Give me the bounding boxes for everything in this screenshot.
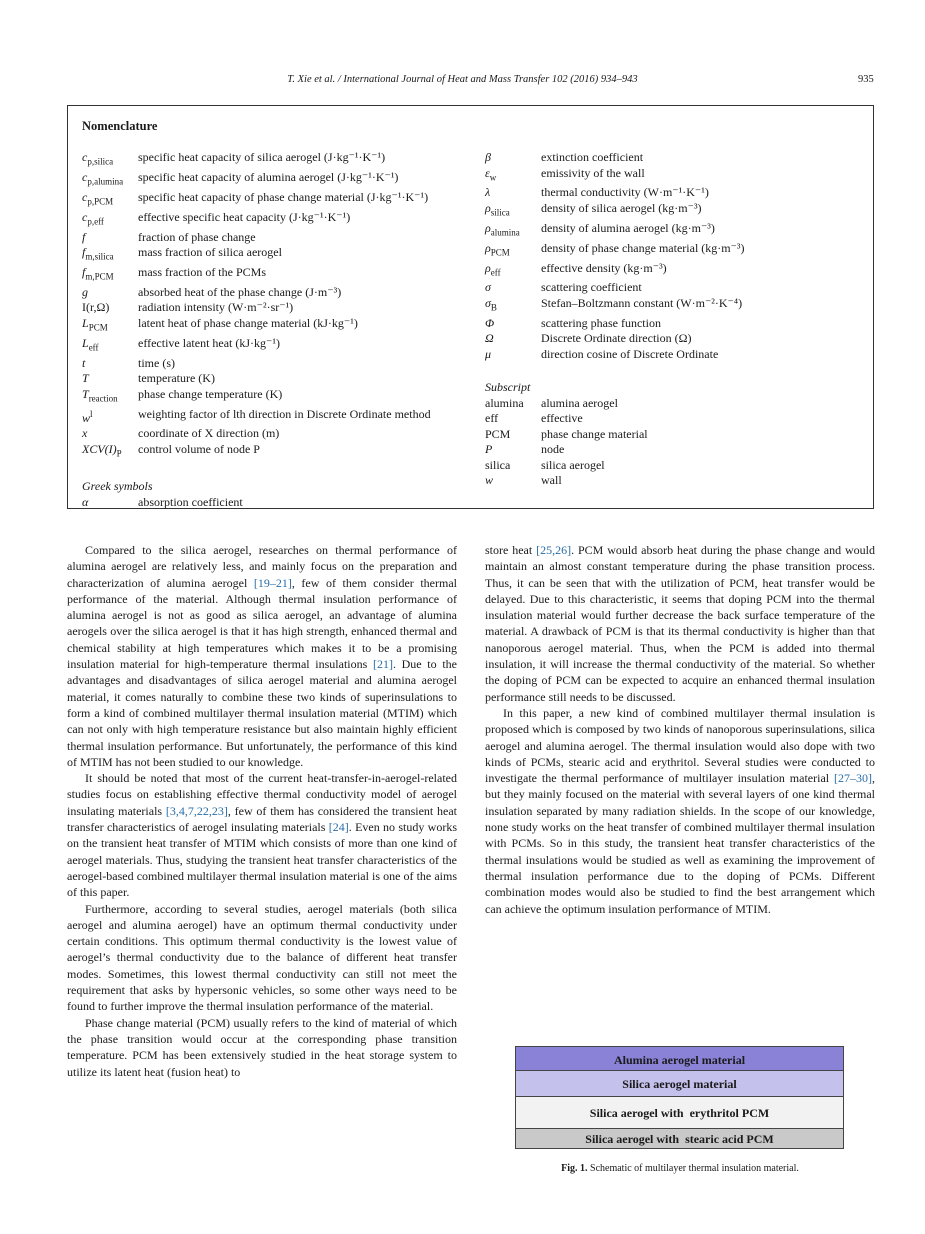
nomenclature-description: scattering coefficient (541, 280, 642, 295)
nomenclature-entry (485, 411, 863, 427)
nomenclature-symbol: Φ (485, 315, 495, 330)
nomenclature-description: temperature (K) (138, 371, 215, 386)
nomenclature-entry (82, 210, 459, 230)
nomenclature-entry (82, 495, 459, 511)
nomenclature-symbol: $\sigma_B$ (485, 295, 497, 313)
citation-link[interactable]: [27–30] (834, 771, 872, 786)
nomenclature-symbol: x (82, 426, 88, 441)
paragraph-text: Compared to the silica aerogel, researches on thermal performance of alumina aerogel are relatively less, and mainly focus on the preparation and characterization of alumina aerogel (67, 543, 457, 590)
body-paragraph (67, 901, 457, 1015)
nomenclature-entry (82, 190, 459, 210)
nomenclature-entry (82, 230, 459, 246)
nomenclature-description: specific heat capacity of alumina aerogel (J·kg⁻¹·K⁻¹) (138, 169, 399, 184)
nomenclature-description: density of alumina aerogel (kg·m⁻³) (541, 220, 715, 235)
nomenclature-entry (485, 185, 863, 201)
nomenclature-description: silica aerogel (541, 457, 605, 472)
nomenclature-left-column (82, 150, 459, 510)
nomenclature-entry (82, 150, 459, 170)
nomenclature-description: effective density (kg·m⁻³) (541, 260, 667, 275)
nomenclature-description: Stefan–Boltzmann constant (W·m⁻²·K⁻⁴) (541, 295, 743, 310)
paragraph-text: Phase change material (PCM) usually refers to the kind of material of which the phase transition would occur at the corresponding phase transition temperature. PCM has been extensively studied in the heat storage system to utilize its latent heat (fusion heat) to (67, 1015, 457, 1079)
nomenclature-entry (485, 296, 863, 316)
page-number: 935 (858, 74, 874, 85)
paragraph-text: Furthermore, according to several studies, aerogel materials (both silica aerogel and alumina aerogel) have an optimum thermal conductivity under certain conditions. This optimum thermal conductivity is the lowest value of aerogel’s thermal conductivity due to the balance of different heat transfer modes. Sometimes, this lowest thermal conductivity can still not meet the requirement that asks by hypersonic vehicles, so some other ways need to be found to further improve the thermal insulation performance of the material. (67, 901, 457, 1014)
nomenclature-description: fraction of phase change (138, 229, 256, 244)
body-paragraph (67, 770, 457, 900)
nomenclature-symbol: $\rho_{silica}$ (485, 200, 510, 218)
nomenclature-symbol: $L_{eff}$ (82, 335, 99, 353)
nomenclature-description: thermal conductivity (W·m⁻¹·K⁻¹) (541, 185, 709, 200)
nomenclature-symbol: σ (485, 280, 491, 295)
body-left-column (67, 542, 457, 1080)
nomenclature-description: phase change temperature (K) (138, 386, 283, 401)
nomenclature-symbol: t (82, 355, 86, 370)
nomenclature-entry (485, 150, 863, 166)
paragraph-text: It should be noted that most of the current heat-transfer-in-aerogel-related studies focus on establishing effective thermal conductivity model of aerogel insulating materials (67, 771, 457, 818)
nomenclature-description: specific heat capacity of phase change material (J·kg⁻¹·K⁻¹) (138, 189, 429, 204)
nomenclature-entry (485, 201, 863, 221)
nomenclature-symbol: $T_{reaction}$ (82, 386, 118, 404)
nomenclature-description: alumina aerogel (541, 395, 618, 410)
figure-1-caption (485, 1163, 875, 1174)
nomenclature-symbol: $\rho_{PCM}$ (485, 240, 510, 258)
nomenclature-symbol: $\varepsilon_w$ (485, 165, 497, 182)
body-right-column (485, 542, 875, 917)
body-paragraph (485, 542, 875, 705)
nomenclature-symbol: λ (485, 185, 491, 200)
figure-label: Fig. 1. (561, 1163, 588, 1174)
nomenclature-symbol: $\rho_{eff}$ (485, 260, 501, 277)
nomenclature-description: absorption coefficient (138, 494, 243, 509)
nomenclature-description: absorbed heat of the phase change (J·m⁻³) (138, 284, 342, 299)
nomenclature-entry (485, 347, 863, 363)
nomenclature-description: time (s) (138, 355, 175, 370)
body-paragraph (67, 1015, 457, 1080)
nomenclature-symbol: I(r,Ω) (82, 300, 110, 315)
nomenclature-symbol: $c_{p,PCM}$ (82, 189, 114, 207)
citation-link[interactable]: [21] (372, 657, 393, 672)
nomenclature-entry (485, 331, 863, 347)
paragraph-text: , few of them consider thermal performance of the material. Although thermal insulation performance of alumina aerogel is not as good as silica aerogel, an advantage of alumina aerogels over the silica aerogel is that it has high strength, enhanced thermal and chemical stability at high temperatures which makes it to be a promising insulation material for high-temperature thermal insulations (67, 575, 457, 672)
paragraph-text: . PCM would absorb heat during the phase change and would maintain an almost constant temperature during the phase transition process. Thus, it can be seen that with the utilization of PCM, heat transfer would be delayed. Due to this characteristic, it seems that doping PCM into the thermal insulation material would further decrease the back surface temperature of the material. A drawback of PCM is that its thermal conductivity is higher than that nanoporous aerogel material. Thus, when the PCM is added into thermal insulation, it will increase the thermal conductivity of the material. So whether the doping of PCM can be expected to acquire an enhanced thermal insulation performance still needs to be discussed. (485, 543, 875, 704)
nomenclature-description: Discrete Ordinate direction (Ω) (541, 331, 692, 346)
body-paragraph (67, 542, 457, 770)
nomenclature-description: mass fraction of silica aerogel (138, 245, 282, 260)
nomenclature-symbol: $w^l$ (82, 408, 93, 425)
nomenclature-description: control volume of node P (138, 441, 260, 456)
nomenclature-entry (82, 300, 459, 316)
nomenclature-entry (82, 426, 459, 442)
greek-symbols-heading: Greek symbols (82, 479, 153, 494)
nomenclature-entry (485, 473, 863, 489)
nomenclature-entry (82, 387, 459, 407)
nomenclature-description: effective (541, 411, 583, 426)
nomenclature-entry (82, 442, 459, 462)
nomenclature-symbol: silica (485, 457, 511, 472)
nomenclature-symbol: g (82, 284, 88, 299)
nomenclature-symbol: f (82, 229, 86, 244)
nomenclature-symbol: $c_{p,eff}$ (82, 209, 104, 227)
nomenclature-entry (485, 396, 863, 412)
nomenclature-description: node (541, 442, 565, 457)
nomenclature-entry (82, 356, 459, 372)
paragraph-text: , few of them has considered the transient heat transfer characteristics of aerogel insulating materials (67, 803, 458, 835)
nomenclature-entry (82, 170, 459, 190)
nomenclature-entry (82, 336, 459, 356)
paragraph-text: store heat (485, 543, 537, 557)
nomenclature-description: wall (541, 473, 562, 488)
nomenclature-description: specific heat capacity of silica aerogel (J·kg⁻¹·K⁻¹) (138, 150, 386, 164)
body-paragraph (485, 705, 875, 917)
nomenclature-symbol: α (82, 494, 89, 509)
nomenclature-symbol: alumina (485, 395, 524, 410)
nomenclature-entry (82, 371, 459, 387)
figure-layer: Silica aerogel with stearic acid PCM (515, 1129, 844, 1149)
nomenclature-description: latent heat of phase change material (kJ·kg⁻¹) (138, 315, 358, 330)
nomenclature-entry (485, 261, 863, 281)
paragraph-text: , but they mainly focused on the material with several layers of one kind thermal insulation separated by many radiation shields. In the scope of our knowledge, none study works on the heat transfer of combined multilayer thermal insulation with PCMs. So in this study, the transient heat transfer characteristics of the thermal insulations would be studied as well as examining the improvement of thermal insulation performance due to the doping of PCMs. Different combination modes would also be studied to find the best arrangement which can achieve the optimum insulation performance of MTIM. (485, 771, 875, 916)
nomenclature-description: scattering phase function (541, 315, 661, 330)
nomenclature-entry (82, 265, 459, 285)
nomenclature-description: mass fraction of the PCMs (138, 264, 266, 279)
nomenclature-description: density of phase change material (kg·m⁻³) (541, 240, 745, 255)
nomenclature-symbol: PCM (485, 426, 511, 441)
nomenclature-symbol: $f_{m,PCM}$ (82, 264, 114, 282)
nomenclature-description: phase change material (541, 426, 648, 441)
citation-link[interactable]: [25,26] (536, 543, 572, 557)
citation-link[interactable]: [19–21] (253, 575, 292, 590)
nomenclature-description: extinction coefficient (541, 150, 644, 164)
subscript-heading: Subscript (485, 380, 531, 395)
nomenclature-entry (485, 316, 863, 332)
paragraph-text: . Even no study works on the transient heat transfer of MTIM which consists of more than one kind of aerogel materials. Thus, studying the transient heat transfer characteristics of the aerogel-based combined multilayer thermal insulation material is one of the aims of this paper. (67, 820, 458, 900)
nomenclature-description: radiation intensity (W·m⁻²·sr⁻¹) (138, 300, 294, 315)
nomenclature-symbol: w (485, 473, 494, 488)
nomenclature-symbol: eff (485, 411, 499, 426)
citation-link[interactable]: [3,4,7,22,23] (165, 803, 228, 818)
nomenclature-symbol: $c_{p,alumina}$ (82, 169, 124, 187)
nomenclature-symbol: β (485, 150, 491, 164)
nomenclature-entry (485, 166, 863, 186)
nomenclature-entry (82, 245, 459, 265)
nomenclature-description: weighting factor of lth direction in Discrete Ordinate method (138, 406, 431, 421)
nomenclature-description: coordinate of X direction (m) (138, 426, 280, 441)
nomenclature-description: emissivity of the wall (541, 165, 645, 180)
nomenclature-symbol: $f_{m,silica}$ (82, 245, 114, 262)
figure-layer: Alumina aerogel material (515, 1046, 844, 1071)
nomenclature-box (67, 105, 874, 509)
nomenclature-entry (485, 241, 863, 261)
nomenclature-symbol: $c_{p,silica}$ (82, 150, 114, 167)
nomenclature-symbol: $XCV(I)_P$ (82, 441, 122, 458)
figure-1-diagram (515, 1046, 844, 1149)
citation-link[interactable]: [24] (328, 820, 349, 835)
paragraph-text: . Due to the advantages and disadvantages of silica aerogel material and alumina aerogel material, it comes naturally to combine these two kinds of superinsulations to form a kind of combined multilayer thermal insulation material (MTIM) which can not only with high temperature resistance but also maintain highly efficient thermal insulation performance. But unfortunately, the performance of this kind of MTIM has not been studied to our knowledge. (67, 657, 457, 769)
nomenclature-description: effective latent heat (kJ·kg⁻¹) (138, 335, 280, 350)
nomenclature-entry (485, 427, 863, 443)
figure-layer: Silica aerogel with erythritol PCM (515, 1097, 844, 1129)
nomenclature-entry (485, 280, 863, 296)
nomenclature-symbol: $\rho_{alumina}$ (485, 220, 520, 238)
paragraph-text: In this paper, a new kind of combined multilayer thermal insulation is proposed which is composed by two kinds of nanoporous superinsulations, silica aerogel and alumina aerogel. The thermal insulation would also dope with two kinds of PCMs, stearic acid and erythritol. Several studies were conducted to investigate the thermal performance of multilayer insulation material (485, 705, 875, 786)
nomenclature-right-column (485, 150, 863, 489)
nomenclature-entry (485, 221, 863, 241)
nomenclature-description: effective specific heat capacity (J·kg⁻¹·K⁻¹) (138, 209, 351, 224)
figure-caption-text: Schematic of multilayer thermal insulation material. (587, 1163, 799, 1174)
nomenclature-description: density of silica aerogel (kg·m⁻³) (541, 200, 702, 215)
nomenclature-title: Nomenclature (82, 119, 158, 133)
nomenclature-symbol: P (485, 442, 493, 457)
nomenclature-entry (82, 285, 459, 301)
nomenclature-symbol: T (82, 371, 89, 386)
nomenclature-symbol: μ (485, 346, 492, 361)
figure-layer: Silica aerogel material (515, 1071, 844, 1097)
nomenclature-description: direction cosine of Discrete Ordinate (541, 346, 719, 361)
nomenclature-symbol: Ω (485, 331, 494, 346)
nomenclature-entry (82, 316, 459, 336)
nomenclature-symbol: $L_{PCM}$ (82, 315, 108, 333)
nomenclature-entry (485, 458, 863, 474)
nomenclature-entry (485, 442, 863, 458)
nomenclature-entry (82, 407, 459, 427)
journal-citation: T. Xie et al. / International Journal of Heat and Mass Transfer 102 (2016) 934–943 (287, 74, 638, 85)
